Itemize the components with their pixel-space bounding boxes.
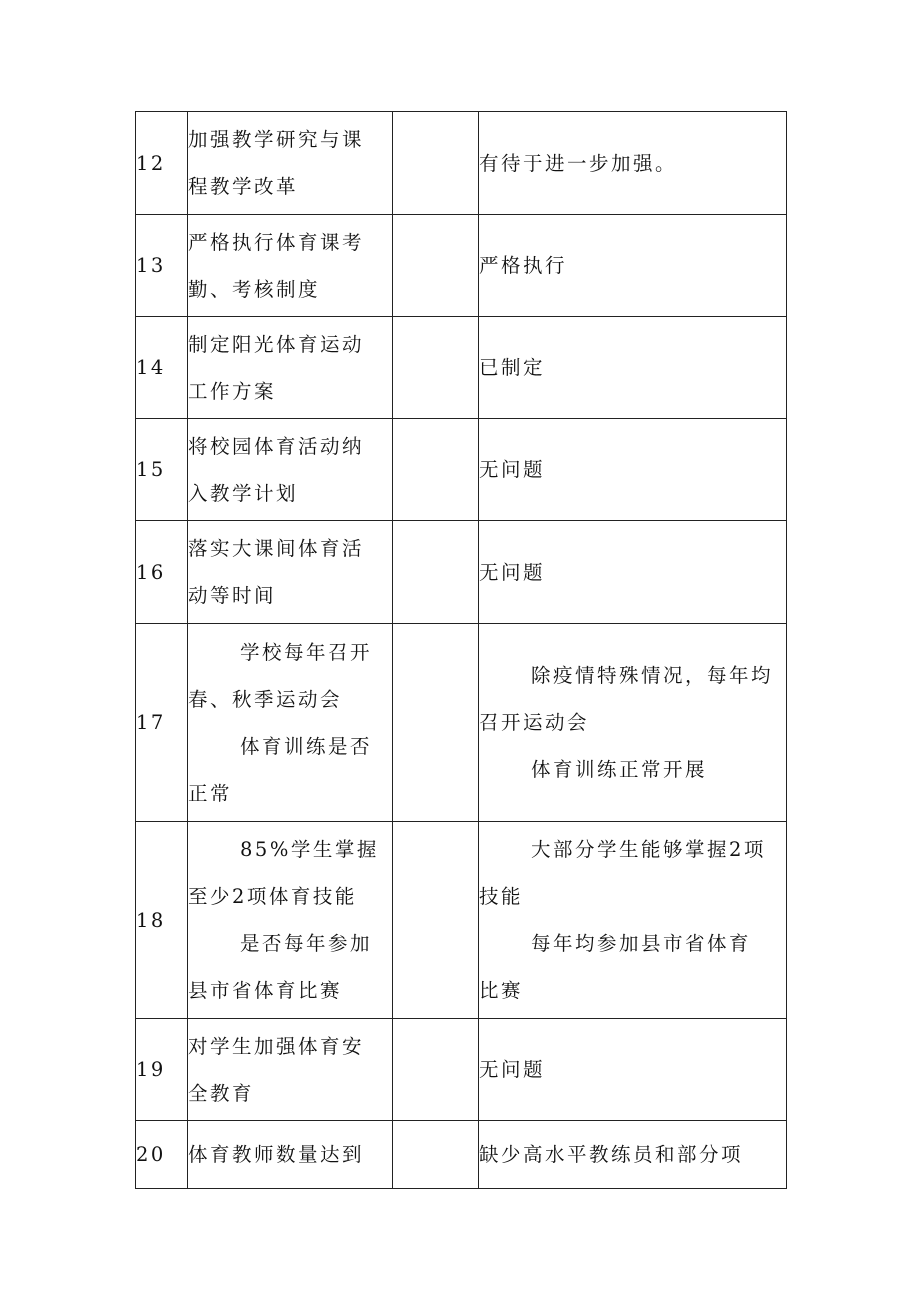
item-cell-line: 工作方案 (188, 379, 277, 403)
item-cell-line: 严格执行体育课考 (188, 230, 365, 254)
item-cell-line: 85%学生掌握 (240, 838, 379, 861)
result-cell (479, 822, 787, 1019)
item-cell-line: 县市省体育比赛 (188, 979, 343, 1002)
item-cell-line: 落实大课间体育活 (188, 537, 365, 560)
result-cell-line: 除疫情特殊情况，每年均 (531, 664, 774, 687)
item-cell-line: 入教学计划 (188, 481, 299, 505)
blank-cell (393, 317, 479, 419)
item-cell-line: 加强教学研究与课 (188, 128, 365, 151)
row-number: 12 (136, 112, 188, 215)
item-cell-line: 程教学改革 (188, 175, 299, 198)
item-cell-line: 将校园体育活动纳 (188, 434, 365, 458)
item-cell (188, 521, 393, 624)
table-row (136, 521, 787, 624)
result-cell-line: 无问题 (479, 1058, 546, 1081)
result-cell-line: 大部分学生能够掌握2项 (531, 838, 766, 861)
result-cell (479, 317, 787, 419)
row-number: 18 (136, 822, 188, 1019)
blank-cell (393, 822, 479, 1019)
row-number: 17 (136, 624, 188, 822)
blank-cell (393, 1121, 479, 1189)
item-cell (188, 822, 393, 1019)
blank-cell (393, 215, 479, 317)
result-cell-line: 比赛 (479, 979, 524, 1002)
item-cell (188, 624, 393, 822)
row-number: 14 (136, 317, 188, 419)
row-number: 15 (136, 419, 188, 521)
blank-cell (393, 1019, 479, 1121)
table-row (136, 822, 787, 1019)
result-cell-line: 无问题 (479, 458, 546, 481)
row-number: 13 (136, 215, 188, 317)
result-cell-line: 技能 (479, 885, 524, 908)
result-cell-line: 已制定 (479, 356, 546, 379)
result-cell-line: 缺少高水平教练员和部分项 (479, 1143, 744, 1166)
item-cell-line: 体育训练是否 (240, 734, 373, 758)
table-row (136, 112, 787, 215)
row-number: 19 (136, 1019, 188, 1121)
table-row (136, 317, 787, 419)
result-cell-line: 无问题 (479, 560, 546, 584)
item-cell-line: 至少2项体育技能 (188, 885, 357, 908)
blank-cell (393, 112, 479, 215)
item-cell (188, 1019, 393, 1121)
item-cell-line: 正常 (188, 781, 233, 805)
result-cell (479, 1019, 787, 1121)
item-cell (188, 112, 393, 215)
result-cell (479, 419, 787, 521)
item-cell (188, 317, 393, 419)
item-cell-line: 动等时间 (188, 584, 277, 607)
table-row (136, 1019, 787, 1121)
item-cell-line: 春、秋季运动会 (188, 687, 343, 711)
table-body (136, 112, 787, 1189)
table-row (136, 419, 787, 521)
item-cell-line: 制定阳光体育运动 (188, 332, 365, 356)
table-row (136, 1121, 787, 1189)
item-cell-line: 对学生加强体育安 (188, 1034, 365, 1058)
result-cell (479, 624, 787, 822)
result-cell-line: 每年均参加县市省体育 (531, 932, 752, 955)
item-cell-line: 勤、考核制度 (188, 277, 321, 301)
row-number: 16 (136, 521, 188, 624)
result-cell-line: 体育训练正常开展 (531, 758, 708, 781)
result-cell (479, 215, 787, 317)
row-number: 20 (136, 1121, 188, 1189)
blank-cell (393, 521, 479, 624)
item-cell-line: 是否每年参加 (240, 932, 373, 955)
inspection-table (135, 111, 787, 1189)
result-cell-line: 召开运动会 (479, 711, 590, 734)
result-cell (479, 521, 787, 624)
item-cell (188, 1121, 393, 1189)
item-cell (188, 419, 393, 521)
result-cell-line: 有待于进一步加强。 (479, 151, 678, 175)
table-row (136, 215, 787, 317)
blank-cell (393, 419, 479, 521)
table-row (136, 624, 787, 822)
item-cell (188, 215, 393, 317)
result-cell (479, 112, 787, 215)
item-cell-line: 体育教师数量达到 (188, 1143, 365, 1166)
result-cell (479, 1121, 787, 1189)
item-cell-line: 学校每年召开 (240, 640, 373, 664)
blank-cell (393, 624, 479, 822)
result-cell-line: 严格执行 (479, 254, 568, 277)
item-cell-line: 全教育 (188, 1081, 255, 1105)
